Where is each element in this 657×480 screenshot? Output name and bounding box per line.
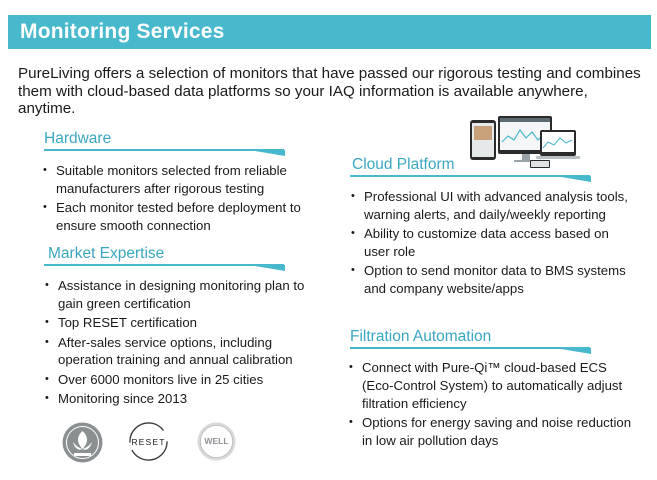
svg-text:WELL: WELL	[204, 435, 229, 446]
well-logo-icon	[196, 421, 237, 462]
header-banner	[8, 15, 651, 49]
market-item: • Top RESET certification	[44, 314, 322, 332]
market-item: • Assistance in designing monitoring plan to gain green certification	[44, 277, 322, 313]
market-item: • Over 6000 monitors live in 25 cities	[44, 371, 322, 389]
hardware-list	[42, 162, 312, 236]
market-item: • After-sales service options, including operation training and annual calibration	[44, 334, 322, 370]
svg-text:RESET: RESET	[131, 436, 166, 447]
intro-paragraph: PureLiving offers a selection of monitors that have passed our rigorous testing and combines them with cloud-based data platforms so your IAQ information is available anywhere, anytime.	[18, 65, 641, 117]
hardware-item: • Suitable monitors selected from reliable manufacturers after rigorous testing	[42, 162, 312, 198]
market-list	[44, 277, 322, 410]
market-item: • Monitoring since 2013	[44, 390, 322, 408]
market-rule	[44, 264, 284, 266]
reset-logo-icon	[128, 421, 169, 462]
cloud-item: • Ability to customize data access based on user role	[350, 225, 630, 261]
page-title: Monitoring Services	[20, 20, 225, 43]
hardware-title: Hardware	[44, 130, 112, 147]
filtration-item: • Options for energy saving and noise reduction in low air pollution days	[348, 414, 638, 450]
market-title: Market Expertise	[48, 245, 165, 262]
cloud-item: • Professional UI with advanced analysis tools, warning alerts, and daily/weekly reporting	[350, 188, 630, 224]
filtration-title: Filtration Automation	[350, 328, 492, 345]
filtration-item: • Connect with Pure-Qi™ cloud-based ECS (Eco-Control System) to automatically adjust filtration efficiency	[348, 359, 638, 412]
filtration-list	[348, 359, 638, 451]
hardware-rule	[44, 149, 284, 151]
hardware-item: • Each monitor tested before deployment to ensure smooth connection	[42, 199, 312, 235]
cloud-rule	[350, 175, 590, 177]
cloud-list	[350, 188, 630, 300]
cloud-title: Cloud Platform	[352, 156, 455, 173]
filtration-rule	[350, 347, 590, 349]
cloud-item: • Option to send monitor data to BMS systems and company website/apps	[350, 262, 630, 298]
usgbc-logo-icon	[62, 422, 103, 463]
dashboard-screens-image	[470, 116, 580, 168]
